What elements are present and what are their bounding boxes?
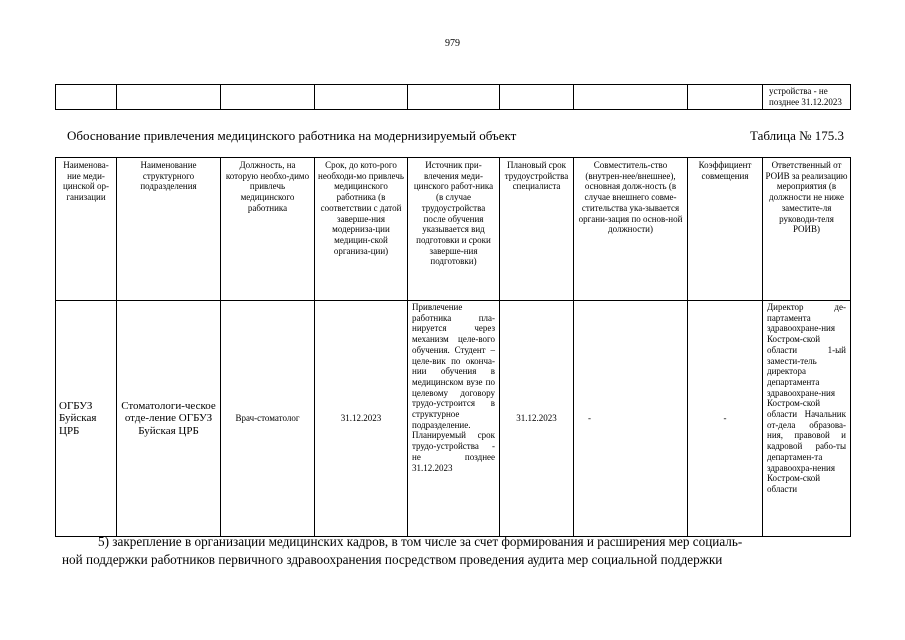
cell-planned-date: 31.12.2023: [500, 301, 574, 537]
header-coefficient: Коэффициент совмещения: [688, 158, 763, 301]
header-planned-date: Плановый срок трудоустройства специалиста: [500, 158, 574, 301]
cell-organization: ОГБУЗ Буйская ЦРБ: [56, 301, 117, 537]
header-row: [56, 158, 851, 301]
paragraph-line-1: 5) закрепление в организации медицинских кадров, в том числе за счет формирования и расширения мер социаль-: [98, 534, 743, 549]
header-department: Наименование структурного подразделения: [117, 158, 221, 301]
header-position: Должность, на которую необхо-димо привлечь медицинского работника: [221, 158, 315, 301]
cont-cell: [688, 85, 763, 110]
header-responsible: Ответственный от РОИВ за реализацию мероприятия (в должности не ниже заместите-ля руководи-теля РОИВ): [763, 158, 851, 301]
cell-department: Стоматологи-ческое отде-ление ОГБУЗ Буйская ЦРБ: [117, 301, 221, 537]
cont-cell: [315, 85, 408, 110]
cell-combination: -: [574, 301, 688, 537]
cont-last-cell: устройства - не позднее 31.12.2023: [763, 85, 851, 110]
cell-deadline: 31.12.2023: [315, 301, 408, 537]
table-number: Таблица № 175.3: [749, 128, 844, 143]
table-title: Обоснование привлечения медицинского работника на модернизируемый объект: [67, 128, 517, 143]
page-number: 979: [445, 38, 460, 49]
cell-source: Привлечение работника пла-нируется через механизм целе-вого обучения. Студент – целе-вик по оконча-нии обучения в медицинском вузе по целевому договору трудо-устроится в структурное подразделение. Планируемый срок трудо-устройства - не позднее 31.12.2023: [408, 301, 500, 537]
cont-cell: [500, 85, 574, 110]
paragraph-line-2: ной поддержки работников первичного здравоохранения посредством проведения аудита мер социальной поддержки: [62, 552, 723, 567]
cont-cell: [221, 85, 315, 110]
cont-cell: [574, 85, 688, 110]
table-row: [56, 301, 851, 537]
header-deadline: Срок, до кото-рого необходи-мо привлечь медицинского работника (в соответствии с датой заверше-ния модерниза-ции медицин-ской организа-ции): [315, 158, 408, 301]
body-paragraph: [62, 533, 848, 569]
staffing-table: [55, 157, 851, 537]
table-caption: [67, 128, 844, 144]
cell-coefficient: -: [688, 301, 763, 537]
header-organization: Наименова-ние меди-цинской ор-ганизации: [56, 158, 117, 301]
header-source: Источник при-влечения меди-цинского работ-ника (в случае трудоустройства после обучения указывается вид подготовки и сроки заверше-ния подготовки): [408, 158, 500, 301]
cell-responsible: Директор де-партамента здравоохране-ния Костром-ской области 1-ый замести-тель директора департамента здравоохране-ния Костром-ской области Начальник от-дела образова-ния, правовой и кадровой рабо-ты департамен-та здравоохра-нения Костром-ской области: [763, 301, 851, 537]
continuation-table: [55, 84, 851, 110]
cell-position: Врач-стоматолог: [221, 301, 315, 537]
cont-cell: [408, 85, 500, 110]
cont-cell: [56, 85, 117, 110]
header-combination: Совместитель-ство (внутрен-нее/внешнее), основная долж-ность (в случае внешнего совме-стительства ука-зывается органи-зация по основ-ной должности): [574, 158, 688, 301]
cont-cell: [117, 85, 221, 110]
